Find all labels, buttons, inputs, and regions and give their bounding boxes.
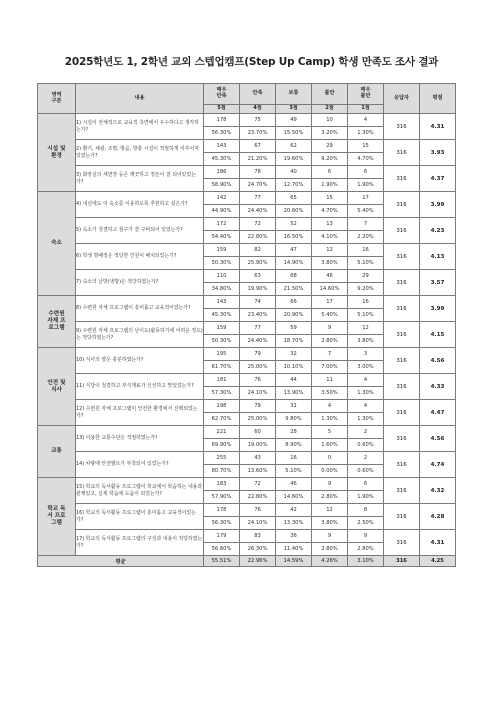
category-label: 학교 독 서 프로 그램 xyxy=(38,478,76,556)
response-percent: 3.50% xyxy=(312,387,348,400)
response-percent: 3.80% xyxy=(348,335,384,348)
response-percent: 57.30% xyxy=(204,387,240,400)
response-percent: 19.60% xyxy=(276,153,312,166)
response-count: 7 xyxy=(312,348,348,361)
response-count: 9 xyxy=(348,530,384,543)
response-percent: 12.70% xyxy=(276,179,312,192)
response-percent: 56.60% xyxy=(204,543,240,556)
question-row xyxy=(38,270,456,283)
respondent-count: 316 xyxy=(384,296,420,322)
response-count: 186 xyxy=(204,166,240,179)
respondent-count: 316 xyxy=(384,244,420,270)
response-count: 36 xyxy=(276,530,312,543)
response-count: 6 xyxy=(312,166,348,179)
response-count: 181 xyxy=(204,374,240,387)
average-score-cell: 3.99 xyxy=(420,192,456,218)
response-percent: 5.10% xyxy=(348,309,384,322)
response-percent: 9.20% xyxy=(312,153,348,166)
response-percent: 20.90% xyxy=(276,309,312,322)
response-percent: 4.70% xyxy=(348,153,384,166)
average-total: 316 xyxy=(384,556,420,567)
question-row xyxy=(38,166,456,179)
average-score-cell: 4.23 xyxy=(420,218,456,244)
response-count: 32 xyxy=(276,348,312,361)
average-score-cell: 4.47 xyxy=(420,400,456,426)
response-count: 8 xyxy=(348,504,384,517)
response-percent: 1.30% xyxy=(348,413,384,426)
response-count: 66 xyxy=(276,296,312,309)
category-label: 교통 xyxy=(38,426,76,478)
average-score-cell: 4.74 xyxy=(420,452,456,478)
category-label: 시설 및 환경 xyxy=(38,114,76,192)
response-percent: 62.70% xyxy=(204,413,240,426)
response-percent: 0.60% xyxy=(348,465,384,478)
response-count: 198 xyxy=(204,400,240,413)
response-percent: 23.70% xyxy=(240,127,276,140)
header-respondents: 응답자 xyxy=(384,84,420,114)
response-percent: 19.00% xyxy=(240,439,276,452)
response-percent: 50.30% xyxy=(204,257,240,270)
response-count: 49 xyxy=(276,114,312,127)
average-score-cell: 4.15 xyxy=(420,322,456,348)
respondent-count: 316 xyxy=(384,192,420,218)
question-text: 7) 숙소의 난방(냉방)은 적당하였는가? xyxy=(76,270,204,296)
average-row xyxy=(38,556,456,567)
response-count: 9 xyxy=(312,478,348,491)
question-row xyxy=(38,478,456,491)
response-percent: 14.60% xyxy=(276,491,312,504)
header-dissatisfied: 불만 xyxy=(312,84,348,105)
average-pct-4: 22.96% xyxy=(240,556,276,567)
question-row xyxy=(38,322,456,335)
question-row xyxy=(38,140,456,153)
response-count: 65 xyxy=(276,192,312,205)
satisfaction-table xyxy=(37,83,456,567)
response-percent: 3.80% xyxy=(312,517,348,530)
response-count: 28 xyxy=(276,426,312,439)
question-row xyxy=(38,426,456,439)
response-count: 82 xyxy=(240,244,276,257)
question-text: 3) 화장실의 세면장 등은 깨끗하고 정돈이 잘 되어있었는가? xyxy=(76,166,204,192)
response-count: 68 xyxy=(276,270,312,283)
response-count: 9 xyxy=(312,322,348,335)
header-points-3: 3점 xyxy=(276,105,312,114)
average-pct-5: 55.51% xyxy=(204,556,240,567)
category-label: 안전 및 식사 xyxy=(38,348,76,426)
response-percent: 24.40% xyxy=(240,335,276,348)
response-count: 43 xyxy=(240,452,276,465)
response-percent: 56.30% xyxy=(204,127,240,140)
respondent-count: 316 xyxy=(384,530,420,556)
response-count: 44 xyxy=(276,374,312,387)
response-count: 74 xyxy=(240,296,276,309)
response-count: 12 xyxy=(348,322,384,335)
page-title: 2025학년도 1, 2학년 교외 스텝업캠프(Step Up Camp) 학생 만족도 조사 결과 xyxy=(64,56,439,68)
respondent-count: 316 xyxy=(384,348,420,374)
response-percent: 13.90% xyxy=(276,387,312,400)
response-count: 46 xyxy=(312,270,348,283)
response-percent: 20.60% xyxy=(276,205,312,218)
response-count: 16 xyxy=(348,244,384,257)
response-count: 40 xyxy=(276,166,312,179)
response-percent: 2.20% xyxy=(348,231,384,244)
response-count: 16 xyxy=(276,452,312,465)
response-percent: 5.10% xyxy=(276,465,312,478)
header-very-dissatisfied: 매우 불만 xyxy=(348,84,384,105)
average-pct-3: 14.59% xyxy=(276,556,312,567)
question-text: 5) 숙소가 청결하고 침구가 잘 구비되어 있었는가? xyxy=(76,218,204,244)
response-count: 47 xyxy=(276,244,312,257)
response-count: 76 xyxy=(240,504,276,517)
response-percent: 1.30% xyxy=(348,387,384,400)
response-percent: 15.50% xyxy=(276,127,312,140)
question-text: 16) 학교의 독서활동 프로그램이 흥미롭고 교육적이었는가? xyxy=(76,504,204,530)
response-count: 3 xyxy=(348,348,384,361)
response-percent: 13.60% xyxy=(240,465,276,478)
average-score-cell: 4.13 xyxy=(420,244,456,270)
response-count: 11 xyxy=(312,374,348,387)
response-percent: 4.10% xyxy=(312,231,348,244)
response-percent: 25.90% xyxy=(240,257,276,270)
response-percent: 3.80% xyxy=(312,257,348,270)
response-percent: 5.10% xyxy=(348,257,384,270)
response-count: 17 xyxy=(348,192,384,205)
response-count: 178 xyxy=(204,114,240,127)
response-percent: 69.90% xyxy=(204,439,240,452)
respondent-count: 316 xyxy=(384,270,420,296)
response-count: 46 xyxy=(276,478,312,491)
average-score-cell: 4.37 xyxy=(420,166,456,192)
response-count: 221 xyxy=(204,426,240,439)
response-percent: 19.90% xyxy=(240,283,276,296)
response-percent: 45.30% xyxy=(204,309,240,322)
question-row xyxy=(38,296,456,309)
question-text: 13) 이용한 교통수단은 적절하였는가? xyxy=(76,426,204,452)
question-text: 4) 내년에도 이 숙소를 이용하도록 추천하고 싶은가? xyxy=(76,192,204,218)
response-percent: 25.00% xyxy=(240,361,276,374)
header-points-4: 4점 xyxy=(240,105,276,114)
response-percent: 56.30% xyxy=(204,517,240,530)
response-percent: 44.90% xyxy=(204,205,240,218)
response-count: 9 xyxy=(312,530,348,543)
response-percent: 45.30% xyxy=(204,153,240,166)
question-text: 17) 학교의 독서활동 프로그램의 구성과 내용이 적당하였는가? xyxy=(76,530,204,556)
response-percent: 16.50% xyxy=(276,231,312,244)
response-count: 15 xyxy=(312,192,348,205)
average-score: 4.25 xyxy=(420,556,456,567)
response-count: 6 xyxy=(348,166,384,179)
response-count: 6 xyxy=(348,478,384,491)
question-text: 6) 학생 방배정은 적당한 인원이 배치되었는가? xyxy=(76,244,204,270)
average-score-cell: 3.93 xyxy=(420,140,456,166)
average-score-cell: 4.32 xyxy=(420,478,456,504)
question-text: 11) 식당이 청결하고 부식재료가 신선하고 맛있었는가? xyxy=(76,374,204,400)
response-count: 4 xyxy=(348,400,384,413)
response-count: 42 xyxy=(276,504,312,517)
average-score-cell: 4.28 xyxy=(420,504,456,530)
response-count: 77 xyxy=(240,322,276,335)
response-count: 10 xyxy=(312,114,348,127)
response-percent: 3.00% xyxy=(348,361,384,374)
response-count: 75 xyxy=(240,114,276,127)
response-percent: 7.00% xyxy=(312,361,348,374)
question-row xyxy=(38,530,456,543)
response-percent: 24.10% xyxy=(240,517,276,530)
average-label: 평균 xyxy=(38,556,204,567)
response-percent: 0.60% xyxy=(348,439,384,452)
question-text: 1) 시설이 전체적으로 교육적 측면에서 우수하다고 생각하는가? xyxy=(76,114,204,140)
response-percent: 4.70% xyxy=(312,205,348,218)
response-percent: 2.50% xyxy=(348,517,384,530)
response-count: 4 xyxy=(348,374,384,387)
response-count: 142 xyxy=(204,192,240,205)
response-percent: 13.30% xyxy=(276,517,312,530)
response-percent: 34.80% xyxy=(204,283,240,296)
response-count: 62 xyxy=(276,140,312,153)
response-percent: 57.90% xyxy=(204,491,240,504)
response-count: 143 xyxy=(204,296,240,309)
response-count: 29 xyxy=(312,140,348,153)
response-percent: 25.00% xyxy=(240,413,276,426)
question-row xyxy=(38,244,456,257)
response-percent: 26.30% xyxy=(240,543,276,556)
header-average: 평점 xyxy=(420,84,456,114)
respondent-count: 316 xyxy=(384,504,420,530)
response-percent: 9.20% xyxy=(348,283,384,296)
question-text: 10) 식사의 양은 충분하였는가? xyxy=(76,348,204,374)
response-count: 76 xyxy=(240,374,276,387)
header-very-satisfied: 매우 만족 xyxy=(204,84,240,105)
average-score-cell: 3.99 xyxy=(420,296,456,322)
response-percent: 2.80% xyxy=(312,491,348,504)
question-row xyxy=(38,348,456,361)
header-area: 영역 구분 xyxy=(38,84,76,114)
respondent-count: 316 xyxy=(384,452,420,478)
response-percent: 24.40% xyxy=(240,205,276,218)
average-score-cell: 4.31 xyxy=(420,114,456,140)
response-percent: 1.30% xyxy=(348,127,384,140)
response-count: 159 xyxy=(204,244,240,257)
average-score-cell: 4.31 xyxy=(420,530,456,556)
response-count: 72 xyxy=(240,218,276,231)
response-percent: 24.70% xyxy=(240,179,276,192)
response-count: 110 xyxy=(204,270,240,283)
response-percent: 0.00% xyxy=(312,465,348,478)
average-score-cell: 4.56 xyxy=(420,348,456,374)
header-points-5: 5점 xyxy=(204,105,240,114)
response-count: 29 xyxy=(348,270,384,283)
respondent-count: 316 xyxy=(384,140,420,166)
response-percent: 1.90% xyxy=(348,491,384,504)
response-percent: 3.20% xyxy=(312,127,348,140)
respondent-count: 316 xyxy=(384,400,420,426)
response-percent: 1.60% xyxy=(312,439,348,452)
respondent-count: 316 xyxy=(384,166,420,192)
response-percent: 58.90% xyxy=(204,179,240,192)
response-percent: 21.20% xyxy=(240,153,276,166)
response-count: 179 xyxy=(204,530,240,543)
respondent-count: 316 xyxy=(384,374,420,400)
response-percent: 14.60% xyxy=(312,283,348,296)
response-count: 72 xyxy=(240,478,276,491)
response-count: 17 xyxy=(312,296,348,309)
response-count: 12 xyxy=(312,244,348,257)
question-text: 14) 차량에 안전벨트가 부착되어 있었는가? xyxy=(76,452,204,478)
question-text: 2) 환기, 채광, 조명, 방음, 방충 시설이 적절하게 이루어져 있었는가? xyxy=(76,140,204,166)
response-percent: 1.90% xyxy=(312,179,348,192)
response-percent: 2.80% xyxy=(312,543,348,556)
respondent-count: 316 xyxy=(384,478,420,504)
response-count: 13 xyxy=(312,218,348,231)
response-percent: 1.30% xyxy=(312,413,348,426)
response-count: 7 xyxy=(348,218,384,231)
category-label: 숙소 xyxy=(38,192,76,296)
category-label: 수련원 자체 프 로그램 xyxy=(38,296,76,348)
response-percent: 9.80% xyxy=(276,413,312,426)
response-count: 159 xyxy=(204,322,240,335)
average-score-cell: 4.56 xyxy=(420,426,456,452)
response-count: 79 xyxy=(240,348,276,361)
respondent-count: 316 xyxy=(384,218,420,244)
response-count: 16 xyxy=(348,296,384,309)
question-text: 9) 수련원 자체 프로그램의 난이도(활동하기에 어려운 정도)는 적당하였는가? xyxy=(76,322,204,348)
response-count: 59 xyxy=(276,322,312,335)
response-count: 83 xyxy=(240,530,276,543)
question-row xyxy=(38,218,456,231)
response-percent: 54.40% xyxy=(204,231,240,244)
response-count: 67 xyxy=(240,140,276,153)
response-count: 63 xyxy=(240,270,276,283)
response-percent: 2.80% xyxy=(312,335,348,348)
question-text: 12) 수련원 자체 프로그램이 안전한 환경에서 진행되었는가? xyxy=(76,400,204,426)
average-pct-1: 3.10% xyxy=(348,556,384,567)
response-count: 12 xyxy=(312,504,348,517)
question-row xyxy=(38,114,456,127)
respondent-count: 316 xyxy=(384,114,420,140)
question-row xyxy=(38,400,456,413)
response-percent: 5.40% xyxy=(312,309,348,322)
response-percent: 80.70% xyxy=(204,465,240,478)
response-percent: 21.50% xyxy=(276,283,312,296)
respondent-count: 316 xyxy=(384,322,420,348)
header-points-2: 2점 xyxy=(312,105,348,114)
header-neutral: 보통 xyxy=(276,84,312,105)
response-count: 52 xyxy=(276,218,312,231)
response-percent: 22.80% xyxy=(240,491,276,504)
response-percent: 23.40% xyxy=(240,309,276,322)
response-count: 78 xyxy=(240,166,276,179)
question-text: 15) 학교의 독서활동 프로그램이 학교에서 학습하는 내용과 관계있고, 실제 학습에 도움이 되었는가? xyxy=(76,478,204,504)
response-count: 31 xyxy=(276,400,312,413)
response-percent: 14.90% xyxy=(276,257,312,270)
average-score-cell: 4.33 xyxy=(420,374,456,400)
response-percent: 10.10% xyxy=(276,361,312,374)
response-count: 2 xyxy=(348,426,384,439)
response-count: 2 xyxy=(348,452,384,465)
response-percent: 50.30% xyxy=(204,335,240,348)
response-count: 4 xyxy=(312,400,348,413)
response-count: 183 xyxy=(204,478,240,491)
header-content: 내용 xyxy=(76,84,204,114)
average-pct-2: 4.26% xyxy=(312,556,348,567)
question-row xyxy=(38,452,456,465)
response-percent: 5.40% xyxy=(348,205,384,218)
response-count: 178 xyxy=(204,504,240,517)
response-count: 255 xyxy=(204,452,240,465)
question-text: 8) 수련원 자체 프로그램이 흥미롭고 교육적이었는가? xyxy=(76,296,204,322)
question-row xyxy=(38,192,456,205)
response-count: 4 xyxy=(348,114,384,127)
response-percent: 11.40% xyxy=(276,543,312,556)
response-percent: 61.70% xyxy=(204,361,240,374)
response-percent: 24.10% xyxy=(240,387,276,400)
header-points-1: 1점 xyxy=(348,105,384,114)
response-count: 79 xyxy=(240,400,276,413)
response-count: 0 xyxy=(312,452,348,465)
response-count: 195 xyxy=(204,348,240,361)
average-score-cell: 3.57 xyxy=(420,270,456,296)
response-count: 60 xyxy=(240,426,276,439)
response-percent: 2.80% xyxy=(348,543,384,556)
response-count: 77 xyxy=(240,192,276,205)
question-row xyxy=(38,374,456,387)
response-count: 15 xyxy=(348,140,384,153)
response-percent: 1.90% xyxy=(348,179,384,192)
respondent-count: 316 xyxy=(384,426,420,452)
response-count: 172 xyxy=(204,218,240,231)
response-percent: 22.80% xyxy=(240,231,276,244)
response-percent: 18.70% xyxy=(276,335,312,348)
header-satisfied: 만족 xyxy=(240,84,276,105)
response-count: 143 xyxy=(204,140,240,153)
response-percent: 8.90% xyxy=(276,439,312,452)
question-row xyxy=(38,504,456,517)
response-count: 5 xyxy=(312,426,348,439)
